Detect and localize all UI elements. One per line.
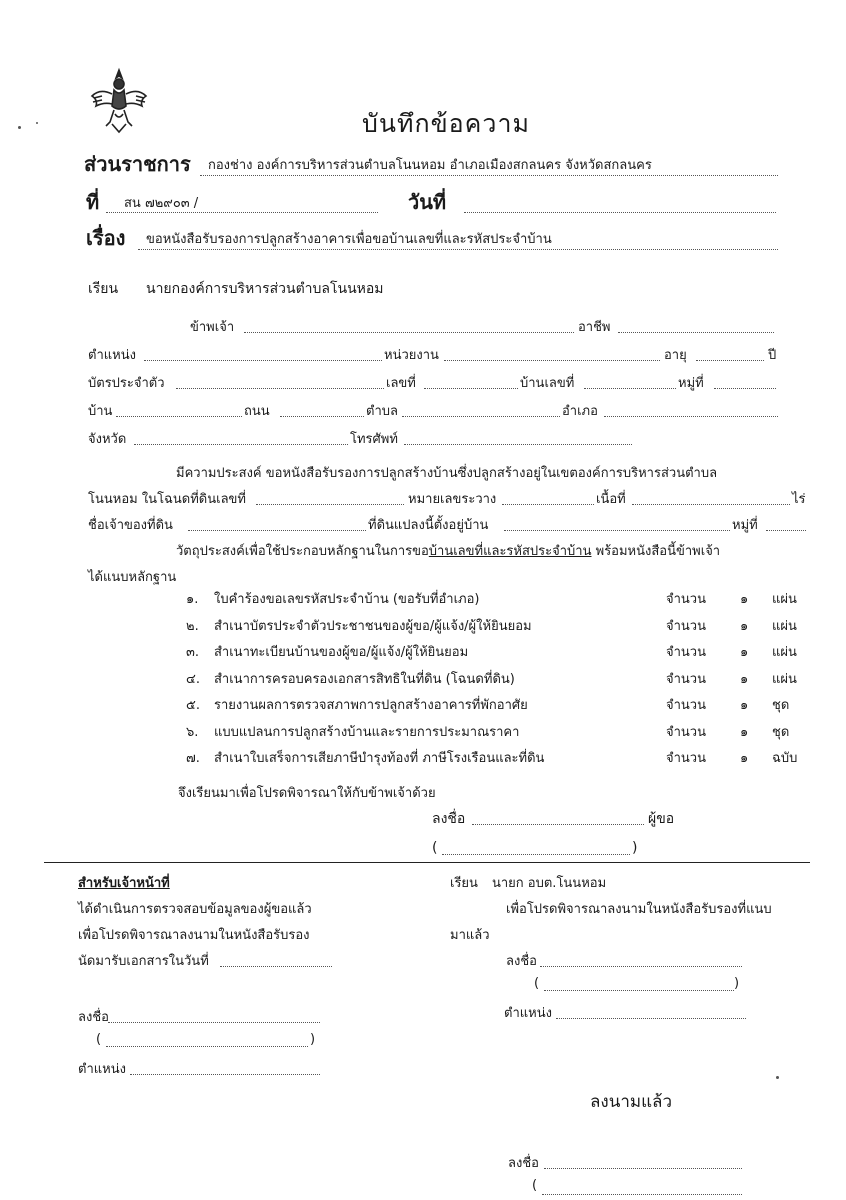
section-divider xyxy=(44,862,810,863)
chief-sign-label: ลงชื่อ xyxy=(506,954,537,969)
applicant-paren-open: ( xyxy=(432,840,438,856)
scan-speck xyxy=(776,1076,779,1079)
field-villageno-line[interactable] xyxy=(714,388,776,389)
officer-paren-close: ) xyxy=(310,1032,316,1047)
attachment-qty-label: จำนวน xyxy=(666,645,706,660)
located-moo-line[interactable] xyxy=(766,530,806,531)
ref-label: ที่ xyxy=(86,190,100,214)
field-district-label: อำเภอ xyxy=(562,404,598,419)
field-subdistrict-line[interactable] xyxy=(402,416,560,417)
field-province-line[interactable] xyxy=(134,444,348,445)
field-idcard-label: บัตรประจำตัว xyxy=(88,376,165,391)
officer-name-line[interactable] xyxy=(106,1046,308,1047)
purpose-line-2b: หมายเลขระวาง xyxy=(408,492,497,507)
attachment-unit: ชุด xyxy=(772,698,790,713)
located-label: ที่ดินแปลงนี้ตั้งอยู่บ้าน xyxy=(368,518,489,533)
attachment-qty: ๑ xyxy=(740,724,749,740)
ref-value: สน ๗๒๙๐๓ / xyxy=(124,196,199,211)
purpose-line-2c: เนื้อที่ xyxy=(596,492,626,507)
field-district-line[interactable] xyxy=(604,416,778,417)
attachment-qty-label: จำนวน xyxy=(666,592,706,607)
chief-position-line[interactable] xyxy=(556,1018,746,1019)
attachment-qty: ๑ xyxy=(740,671,749,687)
officer-sign-label: ลงชื่อ xyxy=(78,1010,109,1025)
attachment-number: ๓. xyxy=(186,645,200,660)
officer-line-1: ได้ดำเนินการตรวจสอบข้อมูลของผู้ขอแล้ว xyxy=(78,902,312,917)
chief-to-value: นายก อบต.โนนหอม xyxy=(492,876,607,891)
attachment-text: สำเนาทะเบียนบ้านของผู้ขอ/ผู้แจ้ง/ผู้ให้ยินยอม xyxy=(214,645,469,660)
attachment-number: ๖. xyxy=(186,724,199,740)
attachment-text: ใบคำร้องขอเลขรหัสประจำบ้าน (ขอรับที่อำเภอ) xyxy=(214,592,480,607)
owner-line[interactable] xyxy=(188,530,366,531)
field-road-label: ถนน xyxy=(244,404,270,419)
field-position-line[interactable] xyxy=(144,360,382,361)
chief-paren-close: ) xyxy=(734,976,740,991)
field-number-label: เลขที่ xyxy=(386,376,416,391)
attachment-unit: ชุด xyxy=(772,724,790,740)
field-age-line[interactable] xyxy=(696,360,764,361)
field-workplace-label: หน่วยงาน xyxy=(384,348,439,363)
field-occupation-label: อาชีพ xyxy=(578,320,611,335)
attachment-unit: แผ่น xyxy=(772,618,797,634)
attachment-number: ๔. xyxy=(186,671,200,687)
garuda-emblem-icon xyxy=(88,66,150,136)
field-houseno-label: บ้านเลขที่ xyxy=(520,376,575,391)
field-village-line[interactable] xyxy=(116,416,242,417)
purpose-line-1: มีความประสงค์ ขอหนังสือรับรองการปลูกสร้างบ้านซึ่งปลูกสร้างอยู่ในเขตองค์การบริหารส่วนตำบล xyxy=(176,466,718,481)
applicant-role: ผู้ขอ xyxy=(648,811,675,827)
field-applicant-line[interactable] xyxy=(244,332,574,333)
attachment-qty: ๑ xyxy=(740,645,749,660)
applicant-sign-line[interactable] xyxy=(472,824,644,825)
attachment-qty-label: จำนวน xyxy=(666,618,706,634)
owner-label: ชื่อเจ้าของที่ดิน xyxy=(88,518,173,533)
attachment-text: สำเนาใบเสร็จการเสียภาษีบำรุงท้องที่ ภาษีโรงเรือนและที่ดิน xyxy=(214,751,545,766)
field-applicant-label: ข้าพเจ้า xyxy=(190,320,235,335)
date-label: วันที่ xyxy=(408,190,447,214)
document-title: บันทึกข้อความ xyxy=(362,109,530,138)
subject-value: ขอหนังสือรับรองการปลูกสร้างอาคารเพื่อขอบ้านเลขที่และรหัสประจำบ้าน xyxy=(146,232,552,247)
chief-sign-line[interactable] xyxy=(540,966,742,967)
final-sign-label: ลงชื่อ xyxy=(508,1156,539,1171)
area-line[interactable] xyxy=(632,504,790,505)
sheet-no-line[interactable] xyxy=(502,504,594,505)
chief-paren-open: ( xyxy=(534,976,540,991)
field-road-line[interactable] xyxy=(280,416,364,417)
officer-paren-open: ( xyxy=(96,1032,102,1047)
field-houseno-line[interactable] xyxy=(584,388,676,389)
chief-name-line[interactable] xyxy=(544,990,734,991)
attachment-qty: ๑ xyxy=(740,618,749,634)
field-number-line[interactable] xyxy=(424,388,518,389)
scan-speck xyxy=(18,126,21,129)
attachment-unit: แผ่น xyxy=(772,645,797,660)
salutation-label: เรียน xyxy=(88,281,119,297)
attachment-qty-label: จำนวน xyxy=(666,671,706,687)
attachment-qty-label: จำนวน xyxy=(666,724,706,740)
agency-line xyxy=(200,175,778,176)
attachment-qty-label: จำนวน xyxy=(666,751,706,766)
deed-no-line[interactable] xyxy=(256,504,404,505)
attachment-text: สำเนาบัตรประจำตัวประชาชนของผู้ขอ/ผู้แจ้ง/ผู้ให้ยินยอม xyxy=(214,618,532,634)
officer-line-3: นัดมารับเอกสารในวันที่ xyxy=(78,954,209,969)
applicant-paren-close: ) xyxy=(632,840,638,856)
field-occupation-line[interactable] xyxy=(618,332,774,333)
closing-text: จึงเรียนมาเพื่อโปรดพิจารณาให้กับข้าพเจ้าด้วย xyxy=(178,786,436,801)
field-year-label: ปี xyxy=(768,348,777,363)
attachment-qty: ๑ xyxy=(740,592,749,607)
chief-line-1: เพื่อโปรดพิจารณาลงนามในหนังสือรับรองที่แนบ xyxy=(506,902,772,917)
purpose-line-2d: ไร่ xyxy=(792,492,806,507)
officer-date-line[interactable] xyxy=(220,966,332,967)
final-paren-open: ( xyxy=(532,1178,538,1193)
agency-label: ส่วนราชการ xyxy=(84,152,191,176)
officer-sign-line[interactable] xyxy=(108,1022,320,1023)
attachment-text: รายงานผลการตรวจสภาพการปลูกสร้างอาคารที่พักอาศัย xyxy=(214,698,528,713)
subject-line xyxy=(138,249,778,250)
field-position-label: ตำแหน่ง xyxy=(88,348,136,363)
chief-to-label: เรียน xyxy=(450,876,478,891)
agency-value: กองช่าง องค์การบริหารส่วนตำบลโนนหอม อำเภอเมืองสกลนคร จังหวัดสกลนคร xyxy=(208,158,652,173)
objective-line-1: วัตถุประสงค์เพื่อใช้ประกอบหลักฐานในการขอบ้านเลขที่และรหัสประจำบ้าน พร้อมหนังสือนี้ข้าพเจ้า xyxy=(176,544,721,559)
attachment-text: แบบแปลนการปลูกสร้างบ้านและรายการประมาณราคา xyxy=(214,724,520,740)
attachment-unit: ฉบับ xyxy=(772,751,798,766)
officer-heading: สำหรับเจ้าหน้าที่ xyxy=(78,876,170,891)
field-workplace-line[interactable] xyxy=(444,360,660,361)
field-idcard-line[interactable] xyxy=(176,388,384,389)
field-phone-line[interactable] xyxy=(404,444,632,445)
attachment-number: ๕. xyxy=(186,698,200,713)
field-age-label: อายุ xyxy=(664,348,687,363)
final-sign-line[interactable] xyxy=(544,1168,742,1169)
located-moo-label: หมู่ที่ xyxy=(732,518,758,533)
ref-line xyxy=(106,212,378,213)
field-phone-label: โทรศัพท์ xyxy=(350,432,398,447)
scan-speck xyxy=(36,122,38,124)
located-line[interactable] xyxy=(504,530,730,531)
attachment-text: สำเนาการครอบครองเอกสารสิทธิในที่ดิน (โฉนดที่ดิน) xyxy=(214,671,515,687)
chief-position-label: ตำแหน่ง xyxy=(504,1006,552,1021)
field-village-label: บ้าน xyxy=(88,404,113,419)
field-province-label: จังหวัด xyxy=(88,432,127,447)
date-line xyxy=(464,212,776,213)
attachment-number: ๒. xyxy=(186,618,199,634)
subject-label: เรื่อง xyxy=(86,226,126,250)
officer-line-2: เพื่อโปรดพิจารณาลงนามในหนังสือรับรอง xyxy=(78,928,310,943)
attachment-qty: ๑ xyxy=(740,698,749,713)
applicant-sign-label: ลงชื่อ xyxy=(432,811,466,827)
final-name-line[interactable] xyxy=(542,1194,742,1195)
purpose-line-2a: โนนหอม ในโฉนดที่ดินเลขที่ xyxy=(88,492,246,507)
salutation-value: นายกองค์การบริหารส่วนตำบลโนนหอม xyxy=(146,281,384,297)
attachment-number: ๗. xyxy=(186,751,200,766)
field-villageno-label: หมู่ที่ xyxy=(678,376,704,391)
objective-line-2: ได้แนบหลักฐาน xyxy=(88,570,177,585)
applicant-name-line[interactable] xyxy=(442,854,630,855)
attachment-unit: แผ่น xyxy=(772,592,797,607)
attachment-qty-label: จำนวน xyxy=(666,698,706,713)
officer-position-line[interactable] xyxy=(130,1074,320,1075)
signed-stamp-text: ลงนามแล้ว xyxy=(590,1092,673,1112)
chief-line-2: มาแล้ว xyxy=(450,928,490,943)
attachment-qty: ๑ xyxy=(740,751,749,766)
field-subdistrict-label: ตำบล xyxy=(366,404,398,419)
officer-position-label: ตำแหน่ง xyxy=(78,1062,126,1077)
attachment-number: ๑. xyxy=(186,592,199,607)
attachment-unit: แผ่น xyxy=(772,671,797,687)
